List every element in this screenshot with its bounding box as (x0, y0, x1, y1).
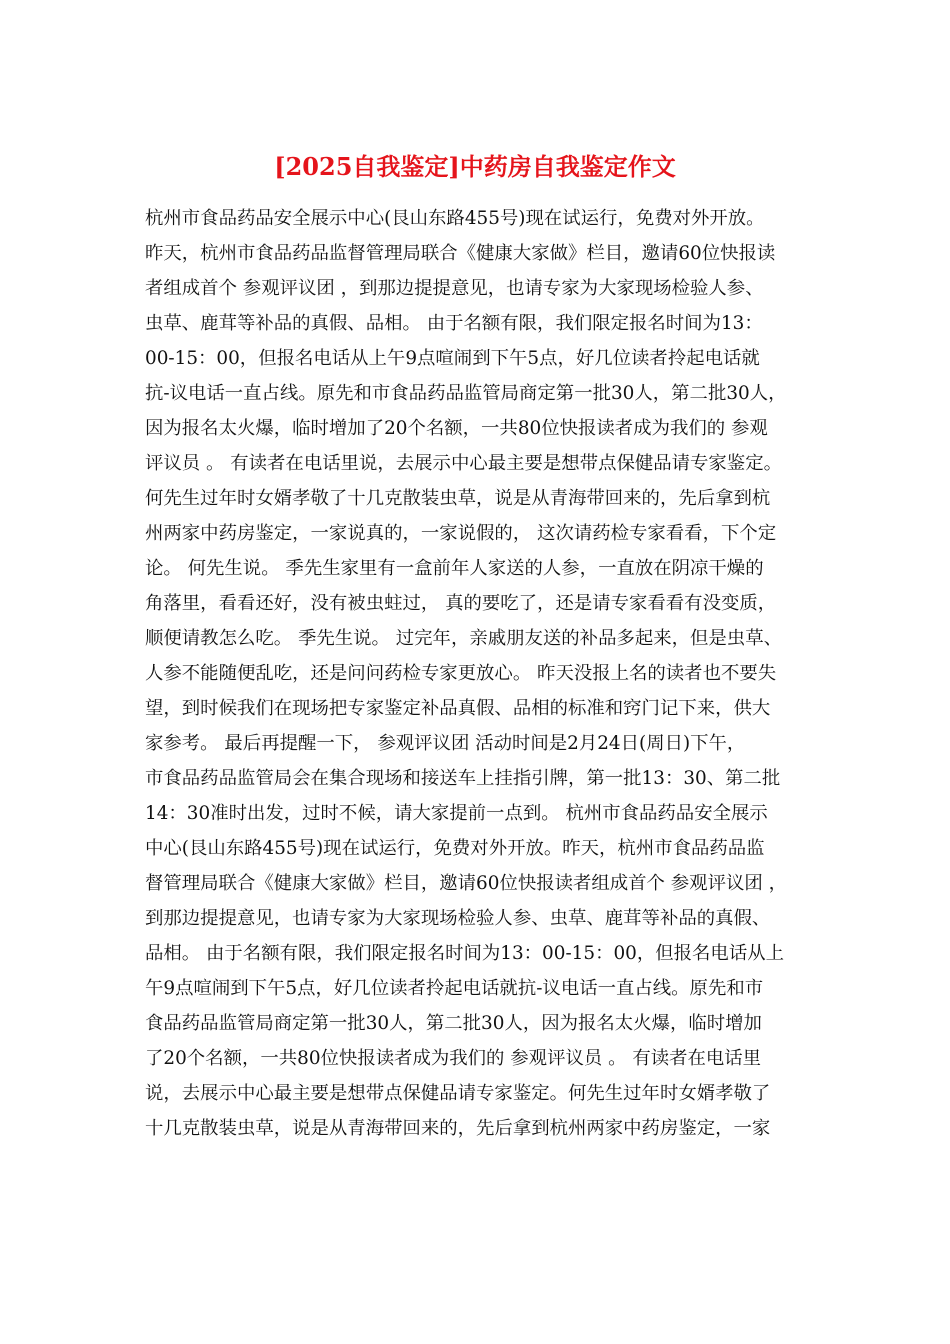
body-text-line: 因为报名太火爆，临时增加了20个名额，一共80位快报读者成为我们的 参观 (145, 418, 768, 439)
body-text-line: 督管理局联合《健康大家做》栏目，邀请60位快报读者组成首个 参观评议团 ， (145, 873, 787, 894)
body-text-line: 到那边提提意见，也请专家为大家现场检验人参、虫草、鹿茸等补品的真假、 (145, 908, 771, 929)
body-text-line: 评议员 。 有读者在电话里说，去展示中心最主要是想带点保健品请专家鉴定。 (145, 453, 782, 474)
body-text-line: 论。 何先生说。 季先生家里有一盒前年人家送的人参，一直放在阴凉干燥的 (145, 558, 764, 579)
document-title: [2025自我鉴定]中药房自我鉴定作文 (274, 152, 676, 181)
body-text-line: 望，到时候我们在现场把专家鉴定补品真假、品相的标准和窍门记下来，供大 (145, 698, 771, 719)
body-text-line: 州两家中药房鉴定，一家说真的，一家说假的， 这次请药检专家看看，下个定 (145, 523, 777, 544)
body-text-line: 抗-议电话一直占线。原先和市食品药品监管局商定第一批30人，第二批30人， (145, 383, 787, 404)
body-text-line: 角落里，看看还好，没有被虫蛀过， 真的要吃了，还是请专家看看有没变质， (145, 593, 777, 614)
body-text-line: 说，去展示中心最主要是想带点保健品请专家鉴定。何先生过年时女婿孝敬了 (145, 1083, 771, 1104)
body-text-line: 午9点喧闹到下午5点，好几位读者拎起电话就抗-议电话一直占线。原先和市 (145, 978, 764, 999)
body-text-line: 昨天，杭州市食品药品监督管理局联合《健康大家做》栏目，邀请60位快报读 (145, 243, 776, 264)
body-text-line: 杭州市食品药品安全展示中心(艮山东路455号)现在试运行，免费对外开放。 (145, 208, 765, 229)
body-text-line: 何先生过年时女婿孝敬了十几克散装虫草，说是从青海带回来的，先后拿到杭 (145, 488, 771, 509)
body-text-line: 虫草、鹿茸等补品的真假、品相。 由于名额有限，我们限定报名时间为13： (145, 313, 763, 334)
body-text-line: 市食品药品监管局会在集合现场和接送车上挂指引牌，第一批13：30、第二批 (145, 768, 781, 789)
body-text-line: 了20个名额，一共80位快报读者成为我们的 参观评议员 。 有读者在电话里 (145, 1048, 762, 1069)
document-body (145, 201, 815, 1146)
body-text-line: 14：30准时出发，过时不候，请大家提前一点到。 杭州市食品药品安全展示 (145, 803, 768, 824)
body-text-line: 00-15：00，但报名电话从上午9点喧闹到下午5点，好几位读者拎起电话就 (145, 348, 760, 369)
body-text-line: 者组成首个 参观评议团 ，到那边提提意见，也请专家为大家现场检验人参、 (145, 278, 764, 299)
body-text-line: 食品药品监管局商定第一批30人，第二批30人，因为报名太火爆，临时增加 (145, 1013, 762, 1034)
body-text-line: 家参考。 最后再提醒一下， 参观评议团 活动时间是2月24日(周日)下午， (145, 733, 746, 754)
body-text-line: 中心(艮山东路455号)现在试运行，免费对外开放。昨天，杭州市食品药品监 (145, 838, 765, 859)
body-text-line: 顺便请教怎么吃。 季先生说。 过完年，亲戚朋友送的补品多起来，但是虫草、 (145, 628, 782, 649)
body-text-line: 品相。 由于名额有限，我们限定报名时间为13：00-15：00，但报名电话从上 (145, 943, 784, 964)
body-text-line: 人参不能随便乱吃，还是问问药检专家更放心。 昨天没报上名的读者也不要失 (145, 663, 777, 684)
body-text-line: 十几克散装虫草，说是从青海带回来的，先后拿到杭州两家中药房鉴定，一家 (145, 1118, 771, 1139)
